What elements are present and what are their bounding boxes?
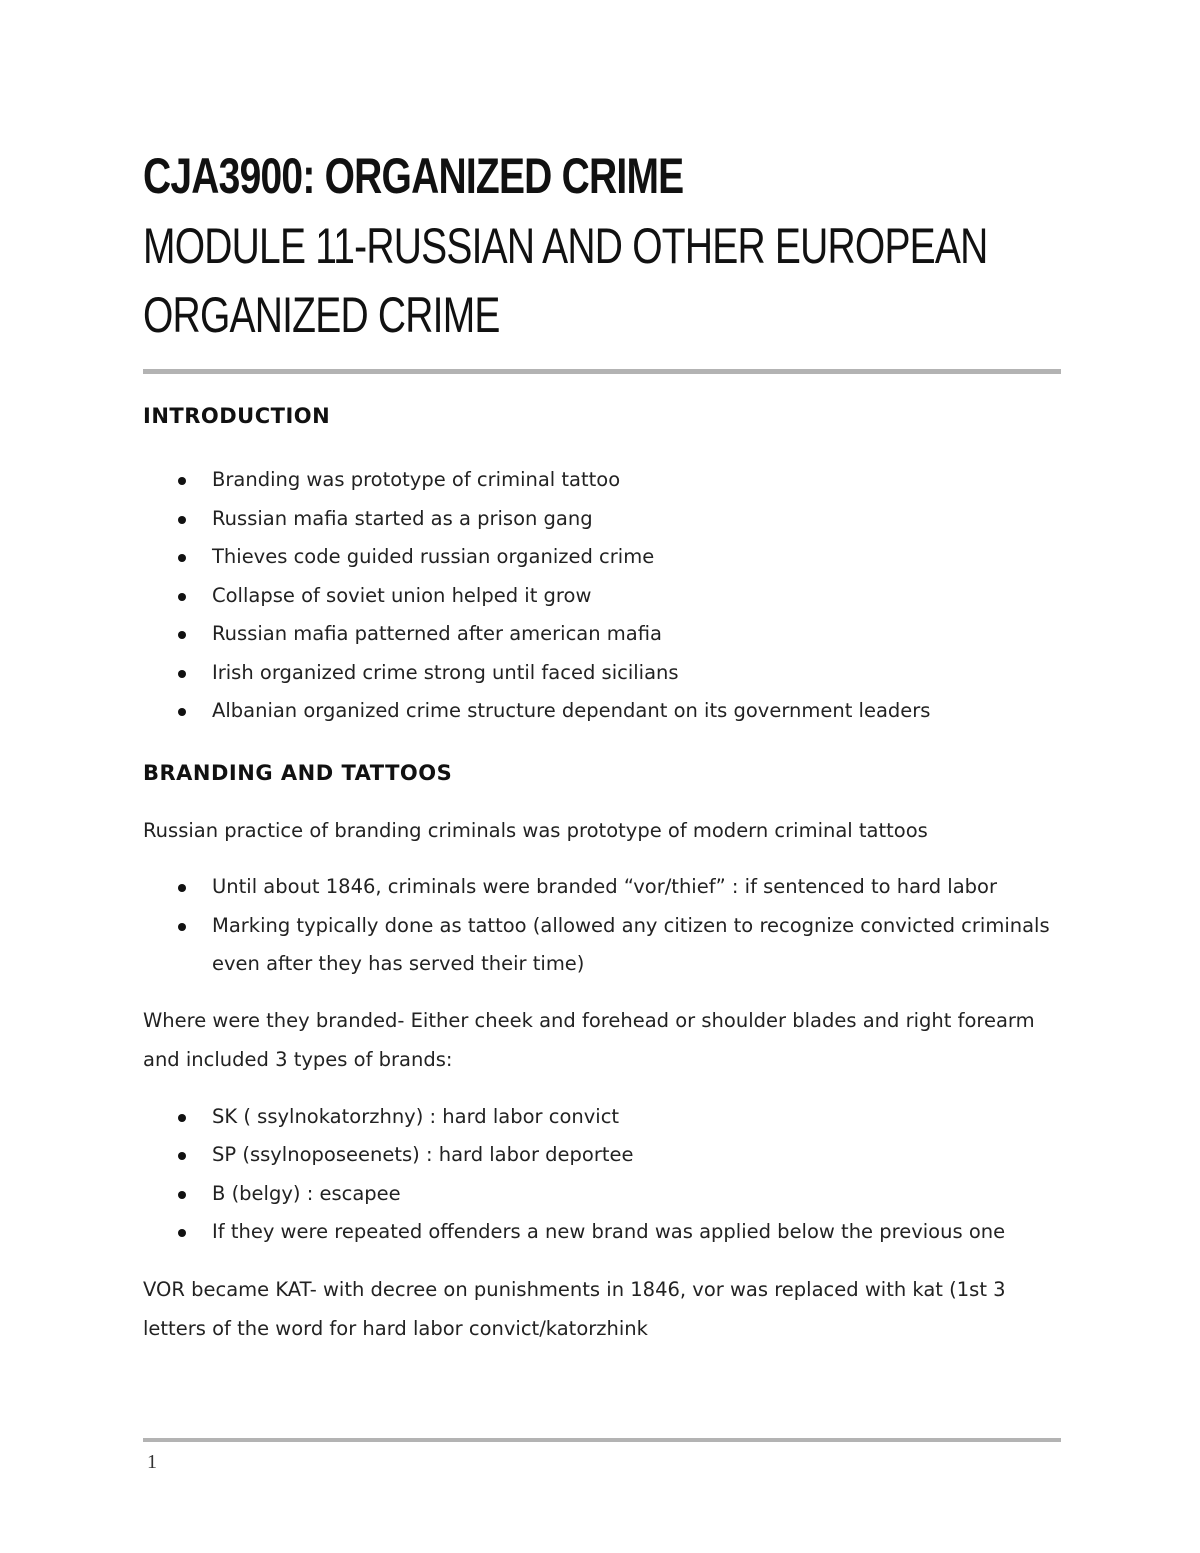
branding-location-paragraph: Where were they branded- Either cheek and forehead or shoulder blades and right forearm and included 3 types of brands: (143, 1008, 1035, 1071)
list-item (143, 692, 1073, 731)
list-item-text: B (belgy) : escapee (212, 1181, 401, 1205)
list-item (143, 654, 1073, 693)
branding-list-2 (143, 1098, 1073, 1252)
document-body (143, 400, 1073, 1349)
bullet-icon (178, 1191, 186, 1199)
list-item-text: Thieves code guided russian organized crime (212, 545, 655, 568)
list-item (143, 461, 1073, 500)
bullet-icon (178, 516, 186, 524)
footer-divider (143, 1438, 1061, 1442)
bullet-icon (178, 884, 186, 892)
list-item-text: Branding was prototype of criminal tattoo (212, 468, 621, 491)
list-item-text: If they were repeated offenders a new brand was applied below the previous one (212, 1220, 1006, 1243)
list-item-text: Russian mafia started as a prison gang (212, 506, 593, 530)
list-item-text: Albanian organized crime structure dependant on its government leaders (212, 699, 931, 722)
bullet-icon (178, 923, 186, 931)
list-item (143, 868, 1073, 907)
branding-list-1 (143, 868, 1073, 984)
list-item-text: SK ( ssylnokatorzhny) : hard labor convict (212, 1104, 620, 1128)
bullet-icon (178, 593, 186, 601)
introduction-list (143, 461, 1073, 731)
list-item (143, 538, 1073, 577)
list-item-text: Russian mafia patterned after american mafia (212, 622, 662, 645)
bullet-icon (178, 631, 186, 639)
bullet-icon (178, 554, 186, 562)
bullet-icon (178, 1152, 186, 1160)
list-item (143, 1213, 1073, 1252)
list-item-text: Irish organized crime strong until faced sicilians (212, 660, 679, 684)
course-title: CJA3900: ORGANIZED CRIME (143, 148, 684, 204)
list-item (143, 1175, 1073, 1214)
list-item (143, 907, 1073, 984)
bullet-icon (178, 1229, 186, 1237)
branding-intro-paragraph: Russian practice of branding criminals was prototype of modern criminal tattoos (143, 818, 928, 842)
list-item (143, 1098, 1073, 1137)
bullet-icon (178, 670, 186, 678)
list-item (143, 577, 1073, 616)
title-block (143, 140, 1063, 350)
vor-kat-paragraph: VOR became KAT- with decree on punishments in 1846, vor was replaced with kat (1st 3 letters of the word for hard labor convict/katorzhink (143, 1277, 1006, 1340)
bullet-icon (178, 708, 186, 716)
list-item-text: Collapse of soviet union helped it grow (212, 583, 592, 607)
list-item (143, 615, 1073, 654)
list-item-text: SP (ssylnoposeenets) : hard labor deportee (212, 1143, 634, 1166)
bullet-icon (178, 1114, 186, 1122)
module-title: MODULE 11-RUSSIAN AND OTHER EUROPEAN ORGANIZED CRIME (143, 218, 988, 343)
list-item (143, 1136, 1073, 1175)
list-item (143, 500, 1073, 539)
list-item-text: Marking typically done as tattoo (allowed any citizen to recognize convicted criminals even after they has served their time) (212, 913, 1050, 975)
list-item-text: Until about 1846, criminals were branded “vor/thief” : if sentenced to hard labor (212, 875, 997, 898)
title-divider (143, 369, 1061, 374)
page-number: 1 (147, 1451, 157, 1473)
bullet-icon (178, 477, 186, 485)
introduction-heading: INTRODUCTION (143, 404, 331, 428)
branding-heading: BRANDING AND TATTOOS (143, 760, 453, 785)
